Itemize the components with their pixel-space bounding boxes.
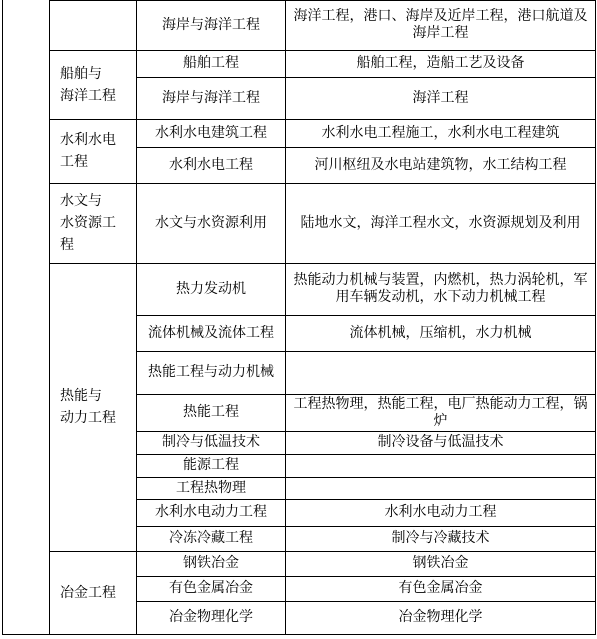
category-cell: [50, 263, 137, 551]
category-cell: [50, 0, 137, 50]
content-cell: 热能动力机械与装置，内燃机，热力涡轮机，军用车辆发动机，水下动力机械工程: [286, 263, 596, 315]
sub-major-cell: 海岸与海洋工程: [137, 77, 286, 119]
content-cell: 水利水电工程施工，水利水电工程建筑: [286, 119, 596, 147]
content-cell: 海洋工程: [286, 77, 596, 119]
content-cell: 海洋工程，港口、海岸及近岸工程，港口航道及海岸工程: [286, 0, 596, 50]
category-cell: [50, 551, 137, 634]
content-cell: 有色金属冶金: [286, 576, 596, 601]
sub-major-cell: 工程热物理: [137, 477, 286, 499]
sub-major-cell: 水利水电建筑工程: [137, 119, 286, 147]
sub-major-cell: 热力发动机: [137, 263, 286, 315]
content-cell: 制冷与冷藏技术: [286, 526, 596, 551]
content-cell: 工程热物理，热能工程，电厂热能动力工程，锅炉: [286, 394, 596, 431]
sub-major-cell: 水利水电工程: [137, 147, 286, 183]
content-cell: 冶金物理化学: [286, 601, 596, 634]
content-cell: 流体机械，压缩机，水力机械: [286, 315, 596, 351]
sub-major-cell: 水利水电动力工程: [137, 499, 286, 526]
sub-major-cell: 水文与水资源利用: [137, 183, 286, 263]
category-label: 水资源工: [60, 215, 116, 231]
left-margin-column: [3, 0, 50, 634]
major-table-body: [3, 0, 596, 634]
table-row: [3, 50, 596, 77]
content-cell: [286, 477, 596, 499]
category-label: 动力工程: [60, 410, 116, 426]
sub-major-cell: 热能工程: [137, 394, 286, 431]
sub-major-cell: 船舶工程: [137, 50, 286, 77]
content-cell: 钢铁冶金: [286, 551, 596, 576]
content-cell: 陆地水文，海洋工程水文，水资源规划及利用: [286, 183, 596, 263]
table-row: [3, 119, 596, 147]
sub-major-cell: 流体机械及流体工程: [137, 315, 286, 351]
sub-major-cell: 能源工程: [137, 454, 286, 477]
content-cell: [286, 454, 596, 477]
sub-major-cell: 有色金属冶金: [137, 576, 286, 601]
table-row: [3, 183, 596, 263]
category-cell: [50, 50, 137, 119]
sub-major-cell: 海岸与海洋工程: [137, 0, 286, 50]
category-label: 程: [60, 237, 74, 253]
category-label: 水文与: [60, 193, 102, 209]
category-label: 冶金工程: [60, 584, 116, 601]
content-cell: 制冷设备与低温技术: [286, 431, 596, 454]
sub-major-cell: 热能工程与动力机械: [137, 351, 286, 394]
category-cell: [50, 119, 137, 183]
category-label: 热能与: [60, 388, 102, 404]
content-cell: 河川枢纽及水电站建筑物，水工结构工程: [286, 147, 596, 183]
table-row: [3, 263, 596, 315]
content-cell: 水利水电动力工程: [286, 499, 596, 526]
category-cell: [50, 183, 137, 263]
sub-major-cell: 钢铁冶金: [137, 551, 286, 576]
table-row: [3, 0, 596, 50]
category-label: 船舶与: [60, 65, 102, 82]
table-row: [3, 551, 596, 576]
sub-major-cell: 冷冻冷藏工程: [137, 526, 286, 551]
category-label: 水利水电: [60, 132, 116, 148]
sub-major-cell: 冶金物理化学: [137, 601, 286, 634]
category-label: 工程: [60, 154, 88, 170]
category-label: 海洋工程: [60, 87, 116, 104]
content-cell: 船舶工程，造船工艺及设备: [286, 50, 596, 77]
sub-major-cell: 制冷与低温技术: [137, 431, 286, 454]
content-cell: [286, 351, 596, 394]
major-table: [2, 0, 596, 635]
